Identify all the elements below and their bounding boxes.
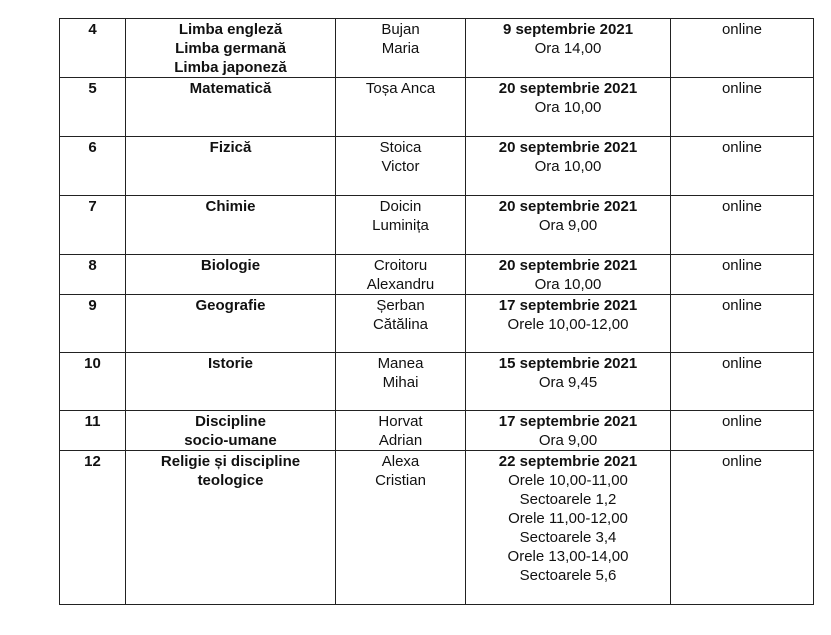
date-cell: [466, 137, 671, 196]
discipline-cell: [126, 255, 336, 295]
exam-date: 9 septembrie 2021: [502, 21, 634, 38]
row-number: 9: [88, 297, 97, 314]
exam-time: Ora 9,45: [538, 374, 598, 391]
mode-cell: [671, 295, 814, 353]
exam-mode: online: [721, 453, 763, 470]
exam-time: Orele 11,00-12,00: [508, 510, 628, 527]
row-number: 7: [88, 198, 97, 215]
exam-date: 20 septembrie 2021: [498, 198, 638, 215]
mode-cell: [671, 78, 814, 137]
exam-time: Ora 9,00: [538, 432, 598, 449]
mode-cell: [671, 137, 814, 196]
date-cell: [466, 353, 671, 411]
teacher-name: Luminița: [372, 217, 429, 234]
discipline-cell: [126, 353, 336, 411]
table-row: [60, 295, 814, 353]
teacher-name: Șerban: [376, 297, 425, 314]
row-number: 5: [88, 80, 97, 97]
discipline-name: teologice: [197, 472, 264, 489]
table-row: [60, 196, 814, 255]
mode-cell: [671, 196, 814, 255]
table-row: [60, 411, 814, 451]
exam-time: Ora 10,00: [534, 158, 602, 175]
teacher-name: Bujan: [381, 21, 420, 38]
date-cell: [466, 451, 671, 605]
teacher-name: Maria: [381, 40, 420, 57]
exam-date: 17 septembrie 2021: [498, 413, 638, 430]
discipline-name: Fizică: [209, 139, 252, 156]
teacher-name: Mihai: [382, 374, 419, 391]
row-number-cell: [60, 353, 126, 411]
mode-cell: [671, 353, 814, 411]
exam-date: 15 septembrie 2021: [498, 355, 638, 372]
teacher-name: Victor: [381, 158, 420, 175]
teacher-cell: [336, 411, 466, 451]
date-cell: [466, 411, 671, 451]
exam-time: Ora 10,00: [534, 276, 602, 293]
exam-mode: online: [721, 21, 763, 38]
date-cell: [466, 78, 671, 137]
schedule-table-body: [60, 19, 814, 605]
mode-cell: [671, 411, 814, 451]
row-number-cell: [60, 137, 126, 196]
discipline-name: socio-umane: [184, 432, 277, 449]
teacher-name: Stoica: [379, 139, 422, 156]
row-number: 12: [84, 453, 101, 470]
discipline-name: Biologie: [200, 257, 261, 274]
discipline-cell: [126, 196, 336, 255]
exam-mode: online: [721, 355, 763, 372]
exam-mode: online: [721, 257, 763, 274]
discipline-name: Limba japoneză: [174, 59, 287, 76]
exam-time: Sectoarele 5,6: [519, 567, 617, 584]
teacher-cell: [336, 295, 466, 353]
row-number-cell: [60, 196, 126, 255]
teacher-name: Manea: [377, 355, 424, 372]
exam-mode: online: [721, 139, 763, 156]
discipline-cell: [126, 295, 336, 353]
row-number-cell: [60, 411, 126, 451]
discipline-name: Geografie: [195, 297, 266, 314]
date-cell: [466, 19, 671, 78]
teacher-name: Alexa: [381, 453, 420, 470]
teacher-cell: [336, 19, 466, 78]
table-row: [60, 137, 814, 196]
teacher-cell: [336, 451, 466, 605]
table-row: [60, 255, 814, 295]
row-number-cell: [60, 295, 126, 353]
discipline-name: Matematică: [189, 80, 272, 97]
teacher-cell: [336, 78, 466, 137]
teacher-cell: [336, 196, 466, 255]
exam-time: Ora 10,00: [534, 99, 602, 116]
exam-date: 20 septembrie 2021: [498, 257, 638, 274]
mode-cell: [671, 451, 814, 605]
teacher-name: Cristian: [375, 472, 426, 489]
discipline-cell: [126, 451, 336, 605]
row-number: 4: [88, 21, 97, 38]
discipline-cell: [126, 19, 336, 78]
exam-date: 20 septembrie 2021: [498, 80, 638, 97]
date-cell: [466, 255, 671, 295]
exam-mode: online: [721, 413, 763, 430]
discipline-cell: [126, 411, 336, 451]
exam-time: Ora 14,00: [534, 40, 602, 57]
discipline-cell: [126, 78, 336, 137]
exam-time: Sectoarele 3,4: [519, 529, 617, 546]
row-number: 11: [84, 413, 101, 430]
exam-mode: online: [721, 198, 763, 215]
discipline-name: Religie și discipline: [160, 453, 301, 470]
teacher-name: Doicin: [379, 198, 422, 215]
table-row: [60, 78, 814, 137]
teacher-name: Croitoru: [373, 257, 428, 274]
exam-date: 22 septembrie 2021: [498, 453, 638, 470]
date-cell: [466, 196, 671, 255]
exam-mode: online: [721, 80, 763, 97]
teacher-cell: [336, 353, 466, 411]
exam-time: Orele 10,00-11,00: [508, 472, 628, 489]
exam-time: Orele 13,00-14,00: [507, 548, 629, 565]
exam-date: 20 septembrie 2021: [498, 139, 638, 156]
teacher-cell: [336, 137, 466, 196]
row-number-cell: [60, 78, 126, 137]
table-row: [60, 353, 814, 411]
mode-cell: [671, 19, 814, 78]
teacher-name: Alexandru: [366, 276, 435, 293]
table-row: [60, 19, 814, 78]
date-cell: [466, 295, 671, 353]
exam-date: 17 septembrie 2021: [498, 297, 638, 314]
exam-time: Ora 9,00: [538, 217, 598, 234]
table-row: [60, 451, 814, 605]
discipline-name: Discipline: [195, 413, 266, 430]
discipline-cell: [126, 137, 336, 196]
discipline-name: Limba germană: [175, 40, 286, 57]
teacher-name: Adrian: [378, 432, 423, 449]
row-number-cell: [60, 19, 126, 78]
teacher-name: Cătălina: [372, 316, 429, 333]
teacher-name: Horvat: [378, 413, 423, 430]
exam-mode: online: [721, 297, 763, 314]
discipline-name: Istorie: [207, 355, 253, 372]
exam-time: Orele 10,00-12,00: [507, 316, 629, 333]
row-number-cell: [60, 255, 126, 295]
schedule-table: [59, 18, 814, 605]
row-number-cell: [60, 451, 126, 605]
teacher-cell: [336, 255, 466, 295]
exam-time: Sectoarele 1,2: [519, 491, 617, 508]
teacher-name: Toșa Anca: [365, 80, 436, 97]
row-number: 10: [84, 355, 101, 372]
row-number: 6: [88, 139, 97, 156]
row-number: 8: [88, 257, 97, 274]
mode-cell: [671, 255, 814, 295]
discipline-name: Chimie: [205, 198, 256, 215]
discipline-name: Limba engleză: [178, 21, 283, 38]
